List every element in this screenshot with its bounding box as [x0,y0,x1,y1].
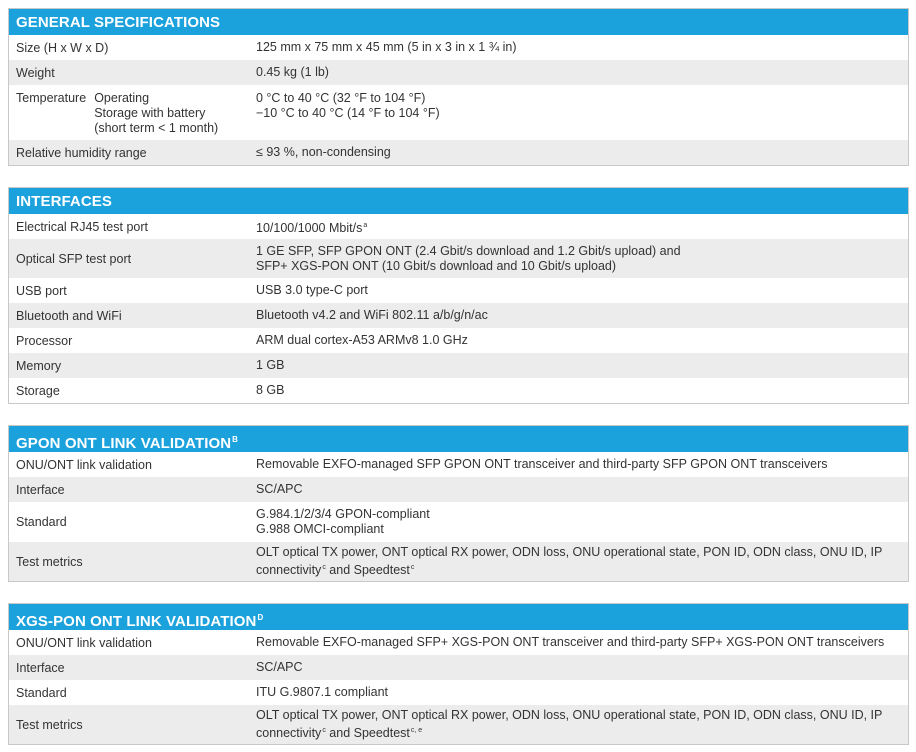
spec-label: Standard [16,515,67,529]
spec-label: ONU/ONT link validation [16,457,152,472]
spec-value [256,218,908,236]
spec-value: USB 3.0 type-C port [256,283,368,297]
spec-value: 125 mm x 75 mm x 45 mm (5 in x 3 in x 1 ¾ in) [256,40,517,54]
footnote-marker: B [232,435,239,444]
spec-label: Standard [16,685,67,700]
spec-label: ONU/ONT link validation [16,635,152,650]
spec-row-temperature [9,85,908,140]
metrics-text: and Speedtest [325,563,410,577]
spec-row-bluetooth [9,303,908,328]
spec-label-temperature [9,85,256,136]
spec-label: Processor [16,333,73,348]
metrics-line: OLT optical TX power, ONT optical RX power, ODN loss, ONU operational state, PON ID, ODN class, ONU ID, IP [256,545,883,559]
spec-label: Interface [16,482,65,497]
spec-value: ITU G.9807.1 compliant [256,685,389,699]
temp-storage-label: Storage with battery [94,106,206,120]
spec-value: Bluetooth v4.2 and WiFi 802.11 a/b/g/n/ac [256,308,488,322]
spec-row-metrics [9,705,908,744]
footnote-marker: c, e [410,727,423,734]
standard-line: G.988 OMCI-compliant [256,522,384,536]
temp-storage-value: −10 °C to 40 °C (14 °F to 104 °F) [256,106,440,120]
spec-value: 8 GB [256,383,285,397]
spec-value-temperature [256,85,908,121]
spec-value: SC/APC [256,482,303,496]
spec-label: Test metrics [16,554,83,569]
spec-label: Interface [16,660,65,675]
spec-label: Size (H x W x D) [16,40,109,55]
gpon-validation-section [8,425,909,582]
spec-row-usb [9,278,908,303]
metrics-text: and Speedtest [325,726,410,740]
spec-label: Storage [16,383,60,398]
general-specifications-section [8,8,909,166]
temp-operating-value: 0 °C to 40 °C (32 °F to 104 °F) [256,91,426,105]
spec-row-size [9,35,908,60]
temp-storage-note: (short term < 1 month) [94,121,219,135]
footnote-marker: a [363,221,368,229]
xgspon-validation-section [8,603,909,745]
footnote-marker: c [410,564,415,571]
spec-value [256,708,908,741]
metrics-text: connectivity [256,726,322,740]
spec-label: Memory [16,358,62,373]
spec-label: Weight [16,65,55,80]
sfp-value-line: SFP+ XGS-PON ONT (10 Gbit/s download and 10 Gbit/s upload) [256,258,617,273]
footnote-marker: c [322,727,326,734]
spec-value [256,545,908,578]
metrics-line: OLT optical TX power, ONT optical RX power, ODN loss, ONU operational state, PON ID, ODN class, ONU ID, IP [256,708,883,722]
sfp-value-line: 1 GE SFP, SFP GPON ONT (2.4 Gbit/s download and 1.2 Gbit/s upload) and [256,243,681,258]
footnote-marker: D [257,613,264,622]
spec-row-memory [9,353,908,378]
spec-row-metrics [9,542,908,581]
spec-value [256,244,908,274]
section-title [9,426,908,452]
spec-value: Removable EXFO-managed SFP GPON ONT transceiver and third-party SFP GPON ONT transceivers [256,457,828,471]
temperature-conditions [94,91,218,136]
spec-value [256,507,908,537]
spec-label: Test metrics [16,717,83,732]
spec-row-interface [9,477,908,502]
spec-row-sfp [9,239,908,278]
spec-row-standard [9,680,908,705]
spec-label: Bluetooth and WiFi [16,308,122,323]
section-title [9,604,908,630]
metrics-line [256,723,908,741]
spec-label: Electrical RJ45 test port [16,219,148,234]
section-title-text: GPON ONT LINK VALIDATION [16,435,232,452]
spec-row-processor [9,328,908,353]
spec-row-storage [9,378,908,403]
metrics-text: connectivity [256,563,322,577]
section-title: INTERFACES [9,188,908,214]
footnote-marker: c [322,564,326,571]
spec-value: 1 GB [256,358,285,372]
spec-value: ≤ 93 %, non-condensing [256,145,391,159]
interfaces-section [8,187,909,404]
spec-row-humidity [9,140,908,165]
spec-row-weight [9,60,908,85]
spec-label: Relative humidity range [16,145,147,160]
spec-row-standard [9,502,908,542]
spec-value: 0.45 kg (1 lb) [256,65,329,79]
section-title: GENERAL SPECIFICATIONS [9,9,908,35]
spec-value: Removable EXFO-managed SFP+ XGS-PON ONT transceiver and third-party SFP+ XGS-PON ONT transceivers [256,635,885,649]
spec-label: USB port [16,283,67,298]
spec-row-onu [9,452,908,477]
spec-value: SC/APC [256,660,303,674]
spec-row-rj45 [9,214,908,239]
temperature-label: Temperature [16,91,87,105]
spec-row-interface [9,655,908,680]
temp-operating-label: Operating [94,91,150,105]
spec-label: Optical SFP test port [16,251,132,266]
standard-line: G.984.1/2/3/4 GPON-compliant [256,507,430,521]
rj45-value: 10/100/1000 Mbit/s [256,220,363,235]
spec-row-onu [9,630,908,655]
section-title-text: XGS-PON ONT LINK VALIDATION [16,613,257,630]
spec-value: ARM dual cortex-A53 ARMv8 1.0 GHz [256,333,468,347]
metrics-line [256,560,908,578]
